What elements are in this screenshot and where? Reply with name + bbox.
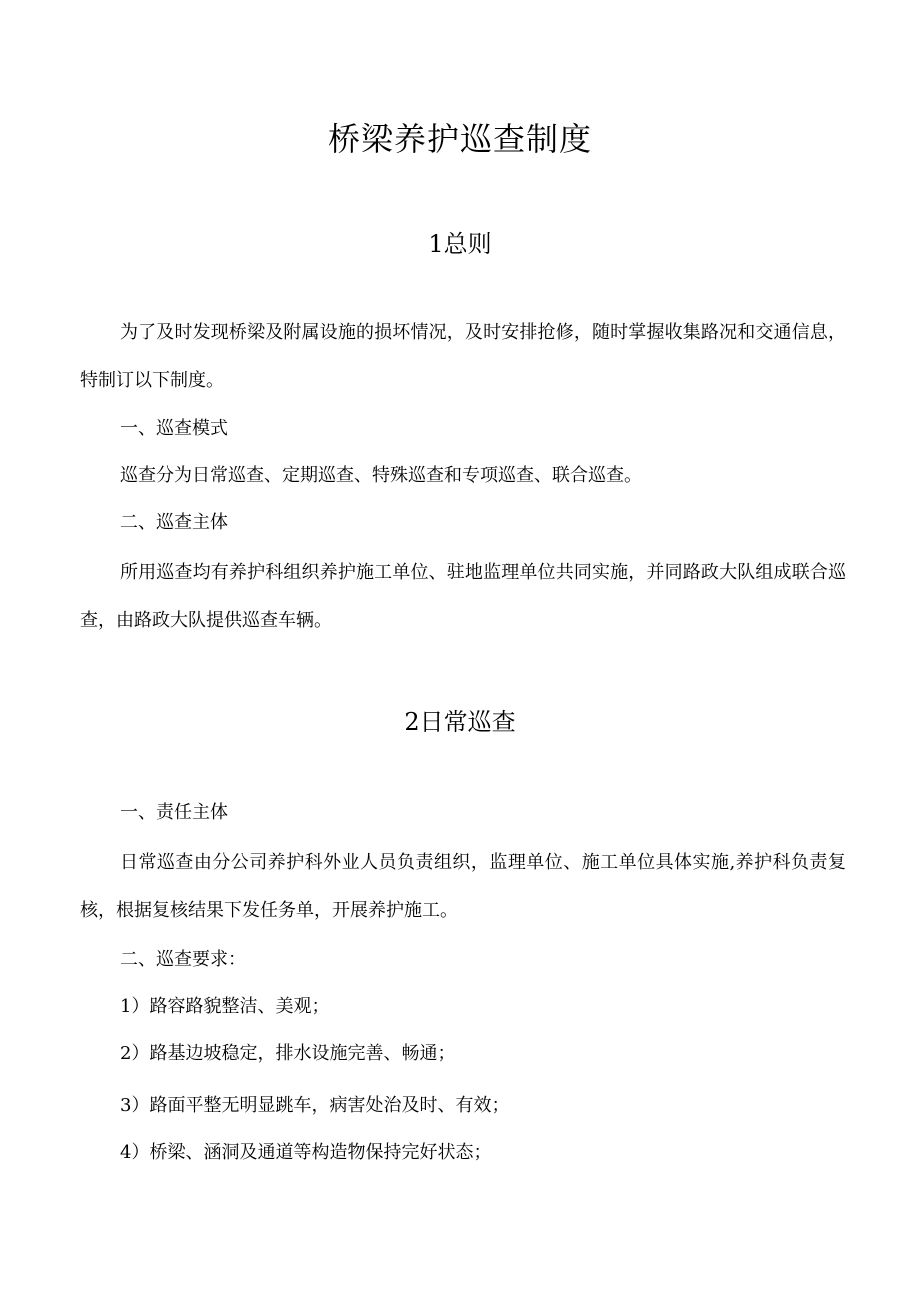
subject-heading: 二、巡查主体 <box>120 512 228 533</box>
requirement-item: 3）路面平整无明显跳车，病害处治及时、有效； <box>120 1095 510 1116</box>
intro-paragraph: 为了及时发现桥梁及附属设施的损坏情况，及时安排抢修，随时掌握收集路况和交通信息，特制订以下制度。 <box>80 322 846 391</box>
document-title: 桥梁养护巡查制度 <box>327 120 592 158</box>
requirements-heading: 二、巡查要求： <box>120 949 246 970</box>
requirement-item: 1）路容路貌整洁、美观； <box>120 996 330 1017</box>
requirement-item: 2）路基边坡稳定，排水设施完善、畅通； <box>120 1043 456 1064</box>
section-heading-general: 1总则 <box>428 230 492 258</box>
responsibility-paragraph: 日常巡查由分公司养护科外业人员负责组织，监理单位、施工单位具体实施,养护科负责复核，根据复核结果下发任务单，开展养护施工。 <box>80 852 846 921</box>
requirement-item: 4）桥梁、涵洞及通道等构造物保持完好状态； <box>120 1142 492 1163</box>
mode-heading: 一、巡查模式 <box>120 418 228 439</box>
section-heading-daily-inspection: 2日常巡查 <box>404 708 516 736</box>
mode-text: 巡查分为日常巡查、定期巡查、特殊巡查和专项巡查、联合巡查。 <box>120 465 642 486</box>
responsibility-heading: 一、责任主体 <box>120 802 228 823</box>
subject-paragraph: 所用巡查均有养护科组织养护施工单位、驻地监理单位共同实施，并同路政大队组成联合巡查，由路政大队提供巡查车辆。 <box>80 562 846 631</box>
